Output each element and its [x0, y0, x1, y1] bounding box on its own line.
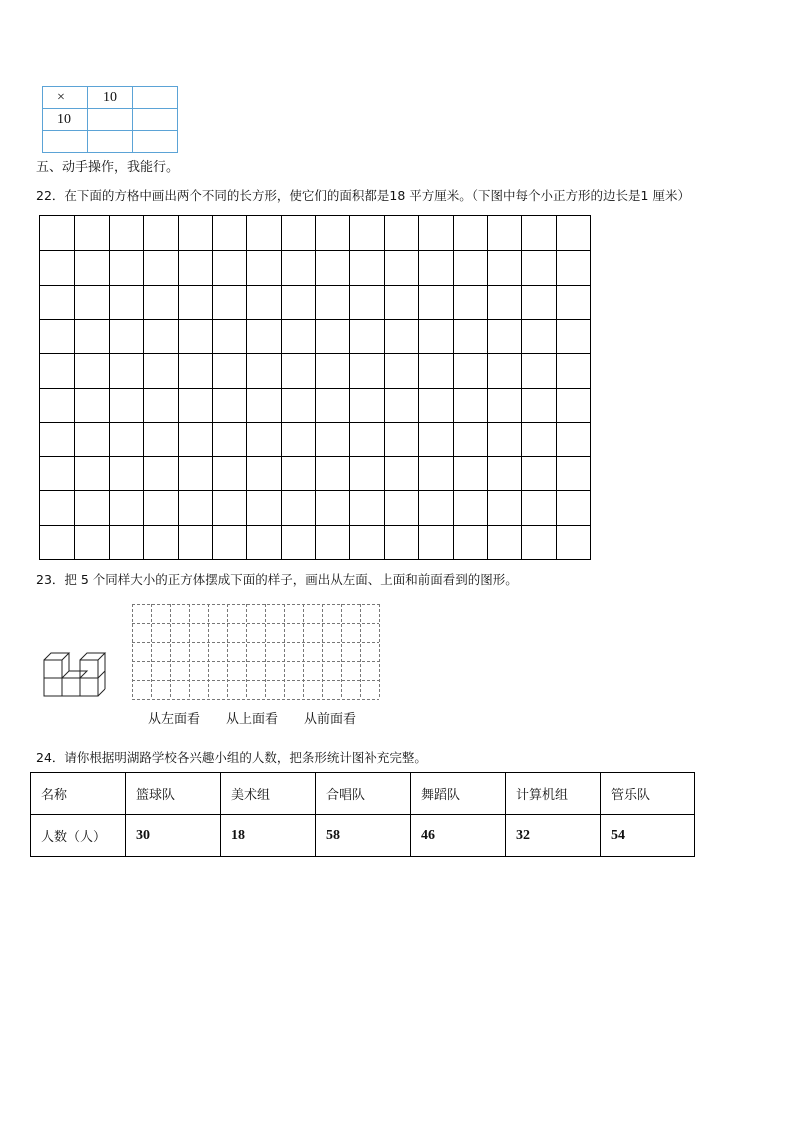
question-24-text: 24．请你根据明湖路学校各兴趣小组的人数，把条形统计图补充完整。: [36, 750, 427, 765]
table-cell: 32: [506, 815, 601, 857]
table-row: [31, 773, 695, 815]
table-row: [43, 109, 178, 131]
table-cell: [88, 109, 133, 131]
table-cell: 合唱队: [316, 773, 411, 815]
table-cell: [88, 131, 133, 153]
table-cell: 篮球队: [126, 773, 221, 815]
view-label-left: 从左面看: [148, 712, 201, 727]
table-cell: [43, 131, 88, 153]
grid-lines: [40, 216, 590, 559]
table-cell: [133, 109, 178, 131]
table-cell: 54: [601, 815, 695, 857]
interest-group-table: [30, 772, 695, 857]
question-23-text: 23．把 5 个同样大小的正方体摆成下面的样子，画出从左面、上面和前面看到的图形。: [36, 572, 518, 587]
table-row: [43, 131, 178, 153]
table-cell: 46: [411, 815, 506, 857]
table-cell: 58: [316, 815, 411, 857]
view-label-top: 从上面看: [226, 712, 279, 727]
table-row: [43, 87, 178, 109]
table-cell: 10: [88, 87, 133, 109]
multiplication-table: [42, 86, 178, 153]
table-cell: 18: [221, 815, 316, 857]
view-label-front: 从前面看: [304, 712, 357, 727]
cube-arrangement-figure: [42, 650, 114, 702]
table-cell: 管乐队: [601, 773, 695, 815]
table-header-label: 名称: [31, 773, 126, 815]
table-row: [31, 815, 695, 857]
view-drawing-area[interactable]: [131, 603, 381, 703]
question-22-text: 22．在下面的方格中画出两个不同的长方形，使它们的面积都是18 平方厘米。（下图中每个小正方形的边长是1 厘米）: [36, 188, 690, 203]
table-cell: 舞蹈队: [411, 773, 506, 815]
drawing-grid[interactable]: [39, 215, 591, 560]
table-cell: 美术组: [221, 773, 316, 815]
table-cell: ×: [43, 87, 88, 109]
table-cell: [133, 87, 178, 109]
table-row-label: 人数（人）: [31, 815, 126, 857]
table-cell: 计算机组: [506, 773, 601, 815]
table-cell: 30: [126, 815, 221, 857]
section-heading: 五、动手操作，我能行。: [36, 160, 180, 175]
table-cell: 10: [43, 109, 88, 131]
table-cell: [133, 131, 178, 153]
